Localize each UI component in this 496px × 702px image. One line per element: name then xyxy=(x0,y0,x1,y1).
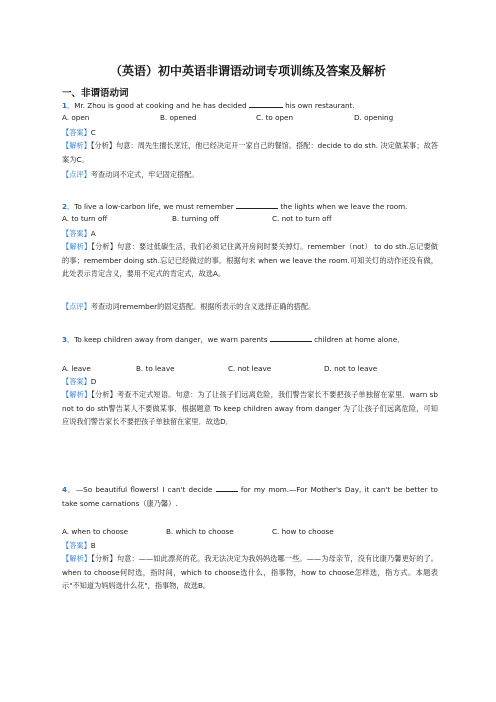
analysis-tag: 【解析】 xyxy=(62,141,91,150)
analysis-tag: 【解析】 xyxy=(62,390,92,399)
answer-tag: 【答案】 xyxy=(62,229,91,238)
option: C. to open xyxy=(256,113,294,122)
stem-text: children at home alone． xyxy=(314,335,405,344)
question-4-answer xyxy=(62,541,96,551)
option: B. opened xyxy=(160,113,197,122)
question-4-stem xyxy=(62,483,438,510)
stem-text: his own restaurant. xyxy=(285,101,355,110)
analysis-text: 【分析】考查不定式短语。句意：为了让孩子们远离危险，我们警告家长不要把孩子单独留在家里．warn sb not to do sth警告某人不要做某事．根据题意 To keep children away from danger 为了让孩子们远离危险，可知应说我们警告家长不要把孩子单独留在家里．故选D． xyxy=(62,390,438,427)
answer-value: B xyxy=(90,541,96,550)
question-1-options xyxy=(62,113,438,125)
answer-blank xyxy=(216,483,238,492)
answer-tag: 【答案】 xyxy=(62,541,91,550)
answer-blank xyxy=(236,200,278,209)
question-4-analysis xyxy=(62,552,438,593)
option: A. when to choose xyxy=(62,527,129,536)
question-1-analysis xyxy=(62,139,438,166)
section-heading: 一、非谓语动词 xyxy=(62,88,129,99)
answer-tag: 【答案】 xyxy=(62,128,91,137)
option: C. not leave xyxy=(228,364,272,373)
answer-blank xyxy=(249,99,283,108)
stem-text: the lights when we leave the room. xyxy=(280,202,408,211)
option: A. open xyxy=(62,113,90,122)
stem-text: To live a low-carbon life, we must remember xyxy=(74,202,234,211)
question-number: 4． xyxy=(62,485,76,494)
question-number: 3． xyxy=(62,335,75,344)
answer-value: A xyxy=(90,229,96,238)
answer-value: C xyxy=(90,128,96,137)
option: B. to leave xyxy=(136,364,175,373)
answer-value: D xyxy=(90,377,97,386)
analysis-text: 【分析】句意：周先生擅长烹饪，他已经决定开一家自己的餐馆。搭配：decide to do sth. 决定做某事；故答案为C。 xyxy=(62,141,438,164)
stem-text: for my mom.—For Mother's Day, it can't be better to take some carnations（康乃馨）. xyxy=(62,485,438,508)
option: C. how to choose xyxy=(272,527,334,536)
comment-text: 考查动词remember的固定搭配。根据所表示的含义选择正确的搭配。 xyxy=(90,302,316,311)
stem-text: To keep children away from danger，we warn parents xyxy=(74,335,268,344)
question-2-analysis xyxy=(62,240,438,281)
question-number: 2． xyxy=(62,202,75,211)
option: C. not to turn off xyxy=(272,214,332,223)
stem-text: Mr. Zhou is good at cooking and he has decided xyxy=(74,101,247,110)
question-3-answer xyxy=(62,377,96,387)
option: A. leave xyxy=(62,364,91,373)
question-3-stem xyxy=(62,333,438,346)
analysis-tag: 【解析】 xyxy=(62,242,92,251)
answer-blank xyxy=(270,333,312,342)
analysis-tag: 【解析】 xyxy=(62,554,92,563)
stem-text: —So beautiful flowers! I can't decide xyxy=(75,485,213,494)
option: B. which to choose xyxy=(166,527,234,536)
question-3-options xyxy=(62,364,438,376)
question-number: 1． xyxy=(62,101,75,110)
question-1-comment xyxy=(62,168,438,182)
question-1-answer xyxy=(62,128,96,138)
question-2-comment xyxy=(62,300,438,314)
question-3-analysis xyxy=(62,388,438,429)
answer-tag: 【答案】 xyxy=(62,377,91,386)
comment-tag: 【点评】 xyxy=(62,170,91,179)
analysis-text: 【分析】句意：要过低碳生活，我们必须记住离开房间时要关掉灯。remember（not） to do sth.忘记要做的事；remember doing sth.忘记已经做过的事。根据句末 when we leave the room.可知关灯的动作还没有做，此处表示肯定含义，要用不定式的肯定式，故选A。 xyxy=(62,242,438,279)
comment-tag: 【点评】 xyxy=(62,302,91,311)
question-1-stem xyxy=(62,99,438,112)
question-2-answer xyxy=(62,229,96,239)
analysis-text: 【分析】句意：——如此漂亮的花。我无法决定为我妈妈选哪一些。——为母亲节，没有比康乃馨更好的了。when to choose何时选，指时间，which to choose选什么，指事物，how to choose怎样选，指方式。本题表示"不知道为妈妈选什么花"，指事物，故选B。 xyxy=(62,554,438,591)
option: D. not to leave xyxy=(324,364,378,373)
option: D. opening xyxy=(354,113,394,122)
question-2-stem xyxy=(62,200,438,213)
question-4-options xyxy=(62,527,438,539)
comment-text: 考查动词不定式，牢记固定搭配。 xyxy=(90,170,199,179)
option: A. to turn off xyxy=(62,214,108,223)
question-2-options xyxy=(62,214,438,226)
document-title: （英语）初中英语非谓语动词专项训练及答案及解析 xyxy=(109,64,386,78)
option: B. turning off xyxy=(172,214,220,223)
